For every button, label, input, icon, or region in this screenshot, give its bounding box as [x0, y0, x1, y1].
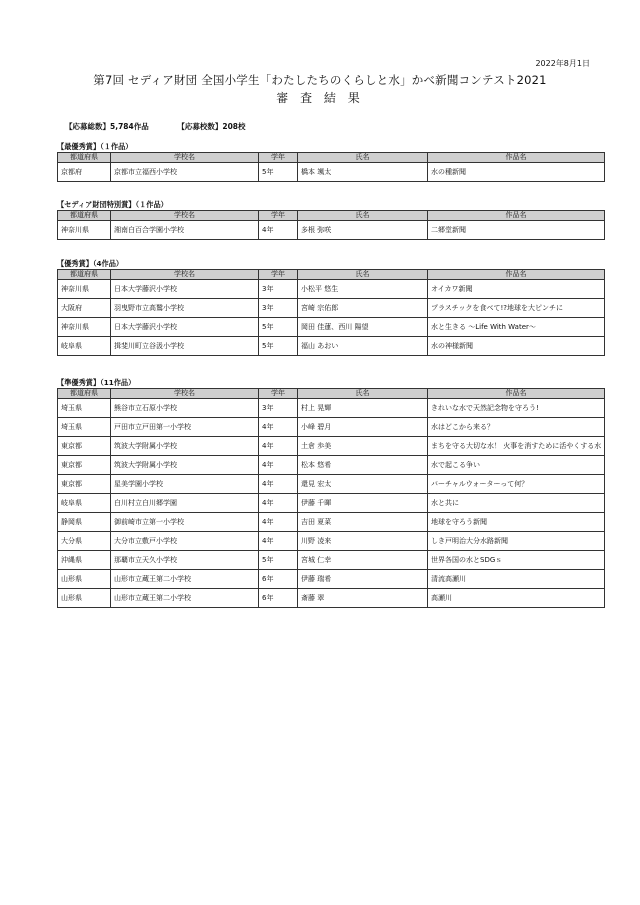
work-title-cell: プラスチックを食べて!?地球を大ピンチに — [428, 299, 605, 318]
name-cell: 還見 宏太 — [298, 475, 428, 494]
table-row — [58, 299, 605, 318]
prefecture-cell: 神奈川県 — [58, 318, 111, 337]
prefecture-cell: 沖縄県 — [58, 551, 111, 570]
work-title-cell: まちを守る大切な水！ 火事を消すために活やくする水 — [428, 437, 605, 456]
column-header: 氏名 — [298, 153, 428, 163]
table-row — [58, 551, 605, 570]
work-title-cell: しき戸明治大分水路新聞 — [428, 532, 605, 551]
column-header: 都道府県 — [58, 211, 111, 221]
grade-cell: 4年 — [259, 513, 298, 532]
column-header: 都道府県 — [58, 389, 111, 399]
grade-cell: 3年 — [259, 299, 298, 318]
column-header: 都道府県 — [58, 153, 111, 163]
grade-cell: 4年 — [259, 456, 298, 475]
work-title-cell: バーチャルウォーターって何？ — [428, 475, 605, 494]
name-cell: 橋本 颯太 — [298, 163, 428, 182]
school-cell: 御前崎市立第一小学校 — [111, 513, 259, 532]
award-section — [57, 141, 604, 182]
work-title-cell: 高瀬川 — [428, 589, 605, 608]
prefecture-cell: 山形県 — [58, 589, 111, 608]
work-title-cell: 水の種新聞 — [428, 163, 605, 182]
grade-cell: 4年 — [259, 418, 298, 437]
name-cell: 吉田 夏菜 — [298, 513, 428, 532]
prefecture-cell: 京都府 — [58, 163, 111, 182]
table-row — [58, 532, 605, 551]
school-cell: 那覇市立天久小学校 — [111, 551, 259, 570]
work-title-cell: 清流高瀬川 — [428, 570, 605, 589]
prefecture-cell: 岐阜県 — [58, 337, 111, 356]
column-header: 氏名 — [298, 270, 428, 280]
table-row — [58, 418, 605, 437]
prefecture-cell: 東京都 — [58, 437, 111, 456]
award-heading: 【準優秀賞】（11作品） — [57, 378, 136, 387]
school-cell: 山形市立蔵王第二小学校 — [111, 570, 259, 589]
school-cell: 白川村立白川郷学園 — [111, 494, 259, 513]
column-header: 氏名 — [298, 211, 428, 221]
table-row — [58, 513, 605, 532]
award-section — [57, 377, 604, 608]
school-cell: 筑波大学附属小学校 — [111, 456, 259, 475]
column-header: 学年 — [259, 389, 298, 399]
name-cell: 川野 凌来 — [298, 532, 428, 551]
work-title-cell: 地球を守ろう新聞 — [428, 513, 605, 532]
name-cell: 伊藤 瑞希 — [298, 570, 428, 589]
name-cell: 宮崎 宗佑郎 — [298, 299, 428, 318]
prefecture-cell: 埼玉県 — [58, 418, 111, 437]
prefecture-cell: 山形県 — [58, 570, 111, 589]
name-cell: 斎藤 翠 — [298, 589, 428, 608]
name-cell: 小峰 碧月 — [298, 418, 428, 437]
column-header: 学年 — [259, 211, 298, 221]
column-header: 作品名 — [428, 270, 605, 280]
school-cell: 大分市立敷戸小学校 — [111, 532, 259, 551]
table-header-row — [58, 389, 605, 399]
total-applications: 【応募総数】5,784作品 — [65, 122, 149, 131]
column-header: 作品名 — [428, 211, 605, 221]
document-title: 第7回 セディア財団 全国小学生「わたしたちのくらしと水」かべ新聞コンテスト2021 — [93, 73, 547, 87]
grade-cell: 4年 — [259, 437, 298, 456]
table-header-row — [58, 153, 605, 163]
prefecture-cell: 岐阜県 — [58, 494, 111, 513]
grade-cell: 5年 — [259, 551, 298, 570]
column-header: 学校名 — [111, 389, 259, 399]
work-title-cell: 二郷堂新聞 — [428, 221, 605, 240]
work-title-cell: 世界各国の水とSDGｓ — [428, 551, 605, 570]
column-header: 学校名 — [111, 211, 259, 221]
grade-cell: 5年 — [259, 337, 298, 356]
table-header-row — [58, 211, 605, 221]
prefecture-cell: 静岡県 — [58, 513, 111, 532]
column-header: 氏名 — [298, 389, 428, 399]
name-cell: 伊藤 千暉 — [298, 494, 428, 513]
table-row — [58, 475, 605, 494]
award-section — [57, 258, 604, 356]
document-subtitle: 審 査 結 果 — [276, 91, 364, 105]
column-header: 作品名 — [428, 153, 605, 163]
table-row — [58, 337, 605, 356]
award-section — [57, 199, 604, 240]
prefecture-cell: 東京都 — [58, 456, 111, 475]
grade-cell: 6年 — [259, 589, 298, 608]
name-cell: 多根 弥咲 — [298, 221, 428, 240]
prefecture-cell: 大分県 — [58, 532, 111, 551]
column-header: 学校名 — [111, 153, 259, 163]
work-title-cell: 水と共に — [428, 494, 605, 513]
table-row — [58, 437, 605, 456]
grade-cell: 4年 — [259, 221, 298, 240]
grade-cell: 3年 — [259, 280, 298, 299]
work-title-cell: オイカワ新聞 — [428, 280, 605, 299]
results-table — [57, 388, 605, 608]
summary — [65, 121, 272, 132]
table-row — [58, 456, 605, 475]
name-cell: 宮城 仁幸 — [298, 551, 428, 570]
work-title-cell: きれいな水で天然記念物を守ろう! — [428, 399, 605, 418]
prefecture-cell: 神奈川県 — [58, 280, 111, 299]
grade-cell: 4年 — [259, 532, 298, 551]
table-row — [58, 589, 605, 608]
table-row — [58, 318, 605, 337]
award-heading: 【セディア財団特別賞】（１作品） — [57, 200, 168, 209]
prefecture-cell: 埼玉県 — [58, 399, 111, 418]
name-cell: 岡田 佳蓮、西川 陽望 — [298, 318, 428, 337]
name-cell: 土倉 歩美 — [298, 437, 428, 456]
table-header-row — [58, 270, 605, 280]
school-cell: 戸田市立戸田第一小学校 — [111, 418, 259, 437]
grade-cell: 6年 — [259, 570, 298, 589]
table-row — [58, 221, 605, 240]
work-title-cell: 水で起こる争い — [428, 456, 605, 475]
school-cell: 熊谷市立石原小学校 — [111, 399, 259, 418]
table-row — [58, 494, 605, 513]
work-title-cell: 水と生きる ～Life With Water～ — [428, 318, 605, 337]
school-cell: 山形市立蔵王第二小学校 — [111, 589, 259, 608]
column-header: 学年 — [259, 153, 298, 163]
prefecture-cell: 東京都 — [58, 475, 111, 494]
school-cell: 湘南白百合学園小学校 — [111, 221, 259, 240]
school-cell: 筑波大学附属小学校 — [111, 437, 259, 456]
column-header: 作品名 — [428, 389, 605, 399]
grade-cell: 5年 — [259, 163, 298, 182]
school-cell: 羽曳野市立高鷲小学校 — [111, 299, 259, 318]
name-cell: 福山 あおい — [298, 337, 428, 356]
table-row — [58, 280, 605, 299]
grade-cell: 4年 — [259, 475, 298, 494]
school-cell: 京都市立福西小学校 — [111, 163, 259, 182]
school-cell: 星美学園小学校 — [111, 475, 259, 494]
grade-cell: 3年 — [259, 399, 298, 418]
results-table — [57, 269, 605, 356]
column-header: 都道府県 — [58, 270, 111, 280]
table-row — [58, 399, 605, 418]
award-heading: 【優秀賞】（4作品） — [57, 259, 124, 268]
table-row — [58, 570, 605, 589]
name-cell: 小松平 悠生 — [298, 280, 428, 299]
grade-cell: 5年 — [259, 318, 298, 337]
table-row — [58, 163, 605, 182]
total-schools: 【応募校数】208校 — [177, 122, 246, 131]
prefecture-cell: 大阪府 — [58, 299, 111, 318]
name-cell: 松本 悠希 — [298, 456, 428, 475]
column-header: 学校名 — [111, 270, 259, 280]
grade-cell: 4年 — [259, 494, 298, 513]
award-heading: 【最優秀賞】（１作品） — [57, 142, 133, 151]
work-title-cell: 水はどこから来る？ — [428, 418, 605, 437]
results-table — [57, 152, 605, 182]
work-title-cell: 水の神様新聞 — [428, 337, 605, 356]
column-header: 学年 — [259, 270, 298, 280]
school-cell: 日本大学藤沢小学校 — [111, 318, 259, 337]
school-cell: 揖斐川町立谷汲小学校 — [111, 337, 259, 356]
document-date: 2022年8月1日 — [535, 59, 590, 68]
school-cell: 日本大学藤沢小学校 — [111, 280, 259, 299]
results-table — [57, 210, 605, 240]
name-cell: 村上 晃輝 — [298, 399, 428, 418]
prefecture-cell: 神奈川県 — [58, 221, 111, 240]
